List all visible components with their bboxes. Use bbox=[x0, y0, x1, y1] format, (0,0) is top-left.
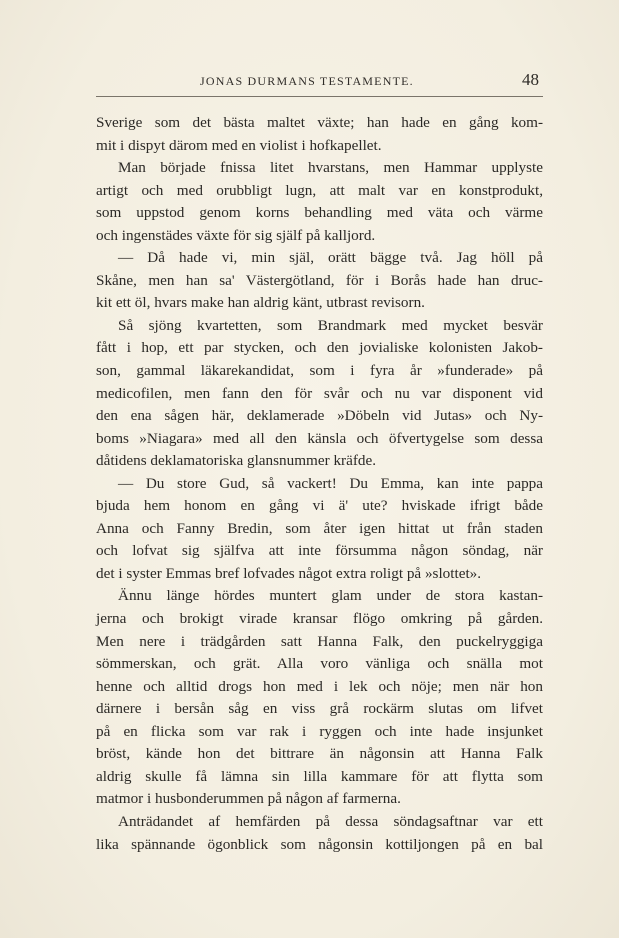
header-rule bbox=[96, 96, 543, 97]
text-line: Sverige som det bästa maltet växte; han hade en gång kom- bbox=[96, 114, 543, 131]
text-line: matmor i husbonderummen på någon af farmerna. bbox=[96, 790, 401, 808]
text-line: och ingenstädes växte för sig själf på kalljord. bbox=[96, 226, 376, 244]
text-line: kit ett öl, hvars make han aldrig känt, utbrast revisorn. bbox=[96, 294, 425, 312]
text-line: aldrig skulle få lämna sin lilla kammare för att flytta som bbox=[96, 767, 543, 785]
text-line: — Då hade vi, min själ, orätt bägge två. Jag höll på bbox=[118, 249, 543, 267]
text-line: son, gammal läkarekandidat, som i fyra år »funderade» på bbox=[96, 362, 543, 380]
text-line: som uppstod genom korns behandling med väta och värme bbox=[96, 204, 543, 222]
text-line: mit i dispyt därom med en violist i hofkapellet. bbox=[96, 136, 382, 154]
text-line: Man började fnissa litet hvarstans, men Hammar upplyste bbox=[118, 159, 543, 177]
text-line: bröst, kände hon det bittrare än någonsin att Hanna Falk bbox=[96, 745, 543, 763]
text-line: medicofilen, men fann den för svår och nu var disponent vid bbox=[96, 384, 543, 402]
text-line: och lofvat sig själfva att inte försumma någon söndag, när bbox=[96, 542, 543, 560]
running-head: JONAS DURMANS TESTAMENTE. bbox=[200, 74, 414, 88]
text-line: bjuda hem honom en gång vi ä' ute? hviskade ifrigt både bbox=[96, 497, 543, 515]
text-line: sömmerskan, och grät. Alla voro vänliga och snälla mot bbox=[96, 655, 543, 673]
text-line: den ena sågen här, deklamerade »Döbeln vid Jutas» och Ny- bbox=[96, 407, 543, 425]
text-line: henne och alltid drogs hon med i lek och nöje; men när hon bbox=[96, 677, 543, 695]
text-line: Skåne, men han sa' Västergötland, för i Borås hade han druc- bbox=[96, 271, 543, 289]
text-line: dåtidens deklamatoriska glansnummer kräfde. bbox=[96, 452, 377, 470]
text-line: artigt och med orubbligt lugn, att malt var en konstprodukt, bbox=[96, 181, 543, 199]
text-line: boms »Niagara» med all den känsla och öfvertygelse som dessa bbox=[96, 429, 543, 447]
page-header bbox=[96, 70, 543, 94]
text-line: — Du store Gud, så vackert! Du Emma, kan inte pappa bbox=[118, 474, 543, 492]
text-line: Men nere i trädgården satt Hanna Falk, den puckelryggiga bbox=[96, 632, 543, 650]
text-line: Så sjöng kvartetten, som Brandmark med mycket besvär bbox=[118, 316, 543, 334]
text-line: jerna och brokigt virade kransar flögo omkring på gården. bbox=[96, 610, 543, 628]
text-line: Anträdandet af hemfärden på dessa söndagsaftnar var ett bbox=[118, 812, 543, 830]
text-line: fått i hop, ett par stycken, och den jovialiske kolonisten Jakob- bbox=[96, 339, 543, 357]
page-number: 48 bbox=[522, 70, 539, 89]
body-text bbox=[96, 112, 543, 856]
text-line: Anna och Fanny Bredin, som åter igen hittat ut från staden bbox=[96, 519, 543, 537]
text-line: lika spännande ögonblick som någonsin kottiljongen på en bal bbox=[96, 835, 543, 853]
text-line: Ännu länge hördes muntert glam under de stora kastan- bbox=[118, 587, 543, 605]
text-line: det i syster Emmas bref lofvades något extra roligt på »slottet». bbox=[96, 564, 482, 582]
text-line: därnere i bersån såg en viss grå rockärm slutas om lifvet bbox=[96, 700, 543, 718]
text-line: på en flicka som var rak i ryggen och inte hade insjunket bbox=[96, 722, 543, 740]
